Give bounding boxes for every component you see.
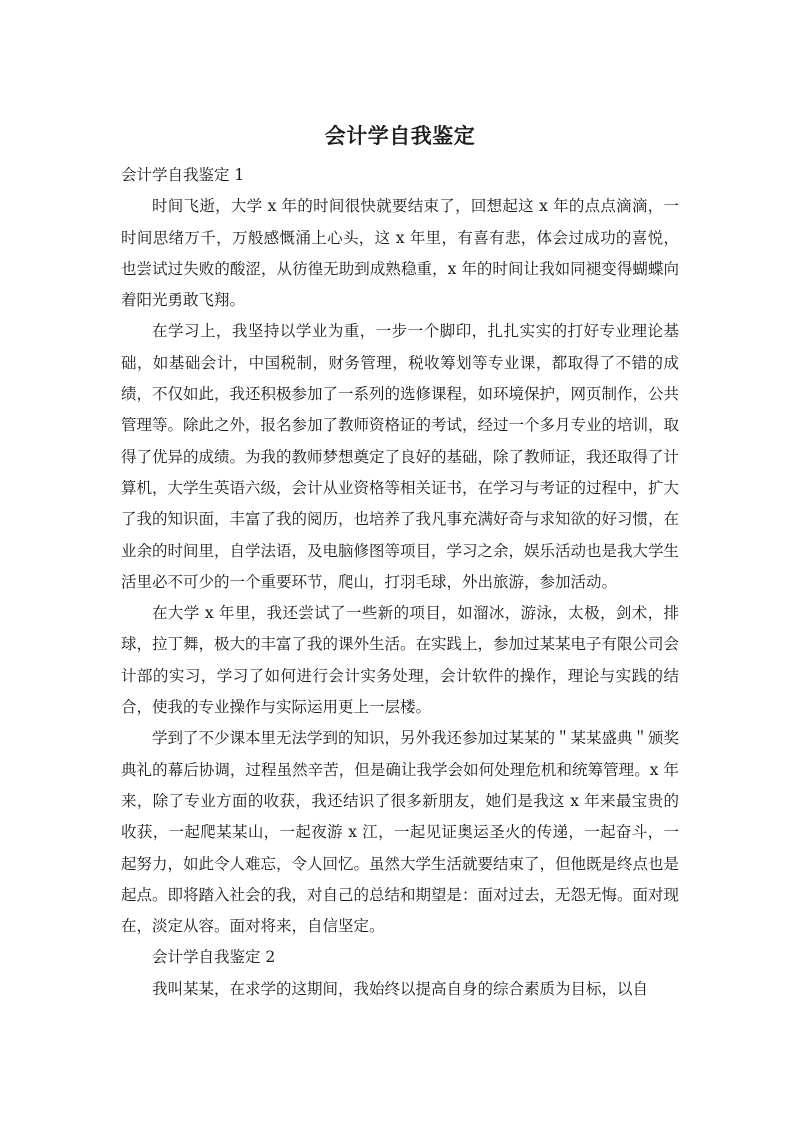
paragraph: 学到了不少课本里无法学到的知识，另外我还参加过某某的＂某某盛典＂颁奖典礼的幕后协调，过程虽然辛苦，但是确让我学会如何处理危机和统筹管理。x 年来，除了专业方面的收获，我还结识了很多新朋友，她们是我这 x 年来最宝贵的收获，一起爬某某山，一起夜游 x 江，一起见证奥运圣火的传递，一起奋斗，一起努力，如此令人难忘，令人回忆。虽然大学生活就要结束了，但他既是终点也是起点。即将踏入社会的我，对自己的总结和期望是：面对过去，无怨无悔。面对现在，淡定从容。面对将来，自信坚定。 (121, 729, 680, 936)
document-body (121, 160, 679, 1005)
paragraph: 时间飞逝，大学 x 年的时间很快就要结束了，回想起这 x 年的点点滴滴，一时间思绪万千，万般感慨涌上心头，这 x 年里，有喜有悲，体会过成功的喜悦，也尝试过失败的酸涩，从彷徨无助到成熟稳重，x 年的时间让我如同褪变得蝴蝶向着阳光勇敢飞翔。 (121, 197, 679, 310)
paragraph: 我叫某某，在求学的这期间，我始终以提高自身的综合素质为目标，以自 (152, 979, 649, 998)
paragraph: 在大学 x 年里，我还尝试了一些新的项目，如溜冰，游泳，太极，剑术，排球，拉丁舞，极大的丰富了我的课外生活。在实践上，参加过某某电子有限公司会计部的实习，学习了如何进行会计实务处理，会计软件的操作，理论与实践的结合，使我的专业操作与实际运用更上一层楼。 (121, 604, 680, 717)
document-title: 会计学自我鉴定 (324, 124, 476, 148)
paragraph: 在学习上，我坚持以学业为重，一步一个脚印，扎扎实实的打好专业理论基础，如基础会计，中国税制，财务管理，税收筹划等专业课，都取得了不错的成绩，不仅如此，我还积极参加了一系列的选修课程，如环境保护，网页制作，公共管理等。除此之外，报名参加了教师资格证的考试，经过一个多月专业的培训，取得了优异的成绩。为我的教师梦想奠定了良好的基础，除了教师证，我还取得了计算机，大学生英语六级，会计从业资格等相关证书，在学习与考证的过程中，扩大了我的知识面，丰富了我的阅历，也培养了我凡事充满好奇与求知欲的好习惯，在业余的时间里，自学法语，及电脑修图等项目，学习之余，娱乐活动也是我大学生活里必不可少的一个重要环节，爬山，打羽毛球，外出旅游，参加活动。 (121, 322, 680, 591)
section-heading-1: 会计学自我鉴定 1 (121, 166, 245, 184)
section-heading-2: 会计学自我鉴定 2 (152, 948, 276, 967)
